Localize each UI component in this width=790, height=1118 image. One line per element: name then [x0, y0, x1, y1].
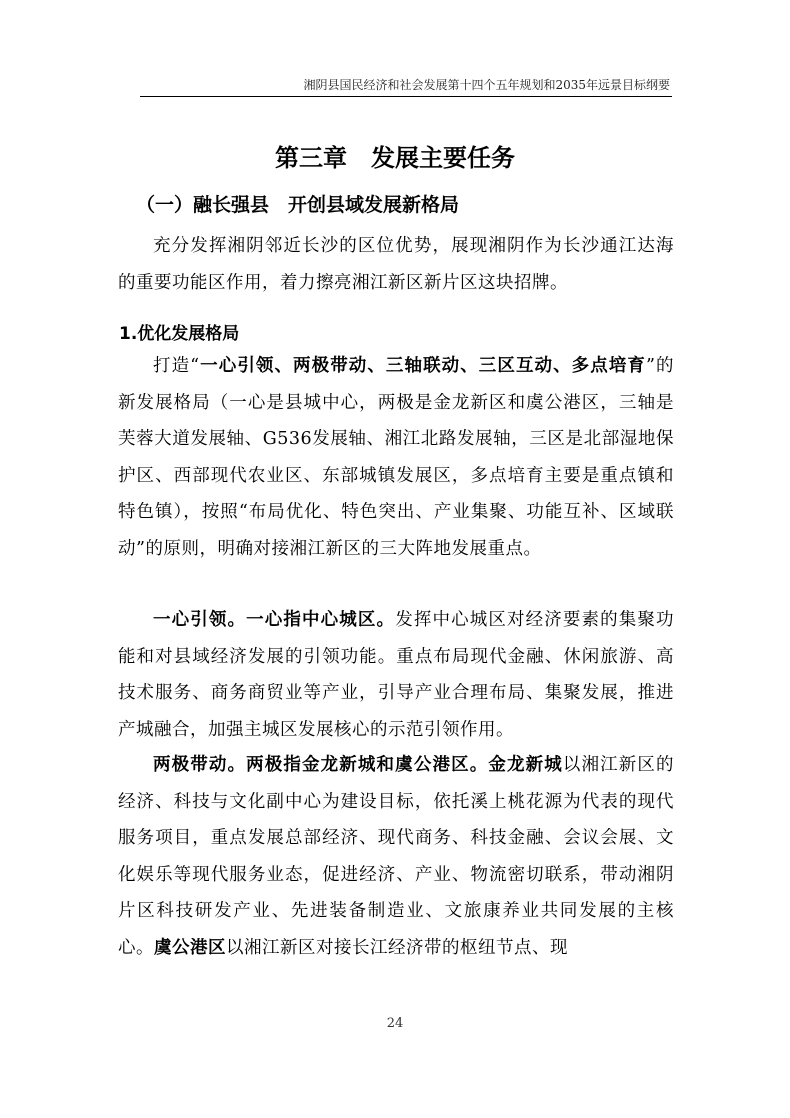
section-heading: （一）融长强县 开创县域发展新格局: [136, 194, 460, 216]
layout-prefix: 打造“: [153, 356, 200, 376]
one-core-lead: 一心引领。一心指中心城区。: [153, 610, 396, 630]
subsection-heading: 1.优化发展格局: [119, 324, 240, 344]
intro-paragraph: 充分发挥湘阴邻近长沙的区位优势，展现湘阴作为长沙通江达海的重要功能区作用，着力擦亮湘江新区新片区这块招牌。: [118, 236, 674, 293]
port-area-lead: 虞公港区: [154, 937, 226, 958]
header-rule: [140, 96, 672, 97]
one-core-paragraph: [118, 602, 674, 748]
layout-paragraph: [118, 348, 674, 567]
two-poles-lead: 两极带动。两极指金龙新城和虞公港区。金龙新城: [153, 755, 563, 775]
chapter-title: 第三章 发展主要任务: [275, 144, 515, 172]
two-poles-body: 以湘江新区的经济、科技与文化副中心为建设目标，依托溪上桃花源为代表的现代服务项目，重点发展总部经济、现代商务、科技金融、会议会展、文化娱乐等现代服务业态，促进经济、产业、物流密切联系，带动湘阴片区科技研发产业、先进装备制造业、文旅康养业共同发展的主核心。: [118, 755, 675, 958]
running-header: 湘阴县国民经济和社会发展第十四个五年规划和2035年远景目标纲要: [303, 78, 670, 92]
port-area-body: 以湘江新区对接长江经济带的枢纽节点、现: [226, 937, 568, 958]
one-core-body: 发挥中心城区对经济要素的集聚功能和对县域经济发展的引领功能。重点布局现代金融、休闲旅游、高技术服务、商务商贸业等产业，引导产业合理布局、集聚发展，推进产城融合，加强主城区发展核心的示范引领作用。: [118, 610, 675, 740]
layout-bold-slogan: 一心引领、两极带动、三轴联动、三区互动、多点培育: [199, 356, 646, 376]
page-number: 24: [386, 1016, 404, 1031]
layout-body: ”的新发展格局（一心是县城中心，两极是金龙新区和虞公港区，三轴是芙蓉大道发展轴、G536发展轴、湘江北路发展轴，三区是北部湿地保护区、西部现代农业区、东部城镇发展区，多点培育主要是重点镇和特色镇），按照“布局优化、特色突出、产业集聚、功能互补、区域联动”的原则，明确对接湘江新区的三大阵地发展重点。: [118, 356, 675, 559]
two-poles-paragraph: [118, 747, 674, 966]
